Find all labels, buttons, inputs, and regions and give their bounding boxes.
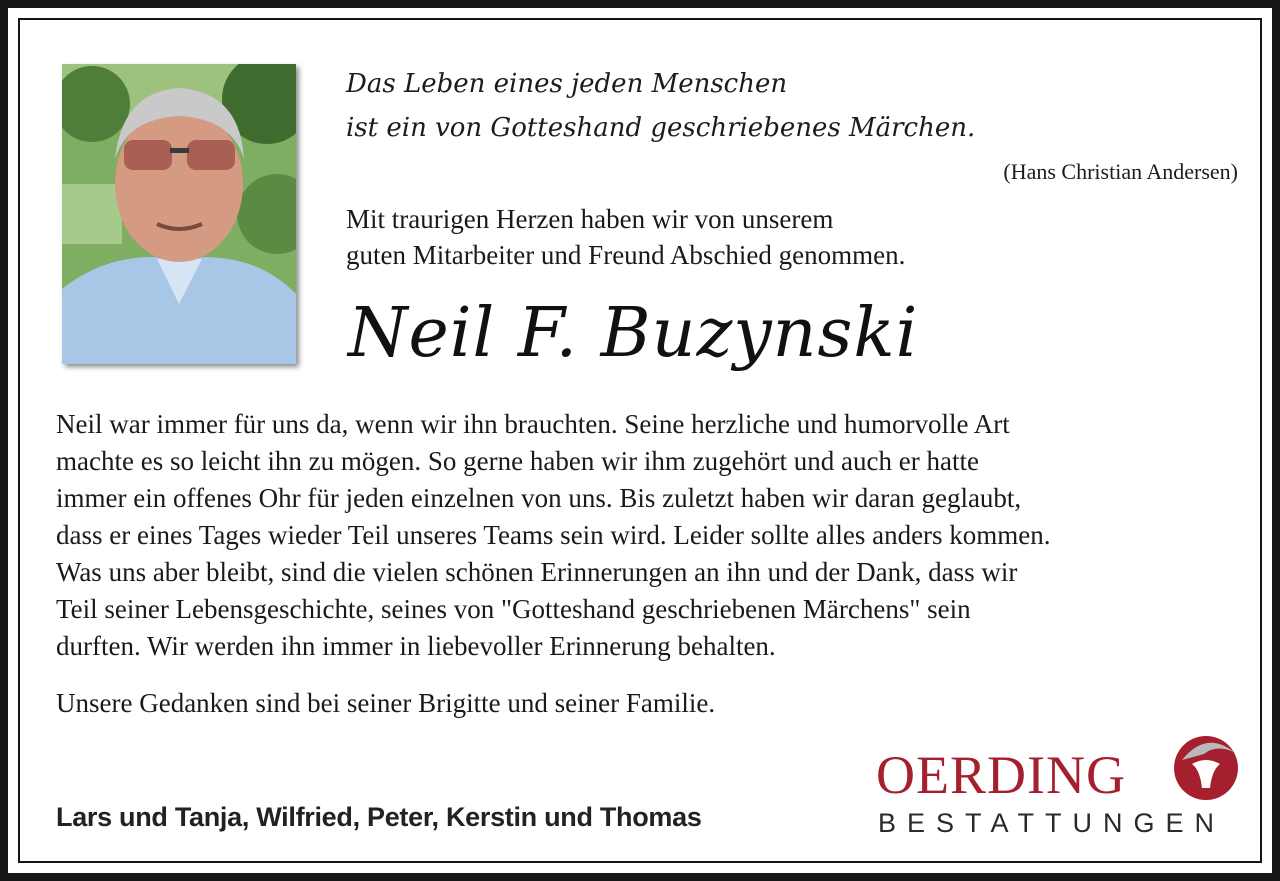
intro-line-1: Mit traurigen Herzen haben wir von unserem	[346, 204, 834, 234]
tribute-line: dass er eines Tages wieder Teil unseres Teams sein wird. Leider sollte alles anders kommen.	[56, 520, 1051, 550]
tribute-line: Was uns aber bleibt, sind die vielen schönen Erinnerungen an ihn und der Dank, dass wir	[56, 557, 1018, 587]
deceased-name: Neil F. Buzynski	[348, 294, 919, 373]
tribute-line: durften. Wir werden ihn immer in liebevoller Erinnerung behalten.	[56, 631, 776, 661]
logo-mark-icon	[1170, 730, 1242, 802]
closing-line: Unsere Gedanken sind bei seiner Brigitte und seiner Familie.	[56, 688, 716, 718]
portrait-photo	[62, 64, 296, 364]
logo-name: OERDING	[876, 745, 1126, 805]
quote-line-1: Das Leben eines jeden Menschen	[346, 69, 788, 99]
tribute-line: Teil seiner Lebensgeschichte, seines von "Gotteshand geschriebenen Märchens" sein	[56, 594, 971, 624]
tribute-text	[56, 406, 1256, 665]
signers: Lars und Tanja, Wilfried, Peter, Kerstin und Thomas	[56, 802, 702, 832]
portrait-icon	[62, 64, 296, 364]
quote-block	[346, 62, 1046, 150]
tribute-line: machte es so leicht ihn zu mögen. So gerne haben wir ihm zugehört und auch er hatte	[56, 446, 979, 476]
notice-inner-frame	[18, 18, 1262, 863]
tribute-line: Neil war immer für uns da, wenn wir ihn brauchten. Seine herzliche und humorvolle Art	[56, 409, 1010, 439]
logo-subtitle: BESTATTUNGEN	[878, 808, 1226, 838]
intro-line-2: guten Mitarbeiter und Freund Abschied genommen.	[346, 240, 906, 270]
intro-text	[346, 201, 1106, 273]
quote-line-2: ist ein von Gotteshand geschriebenes Märchen.	[346, 113, 976, 143]
tribute-line: immer ein offenes Ohr für jeden einzelnen von uns. Bis zuletzt haben wir daran geglaubt,	[56, 483, 1022, 513]
quote-author: (Hans Christian Andersen)	[1003, 159, 1238, 184]
